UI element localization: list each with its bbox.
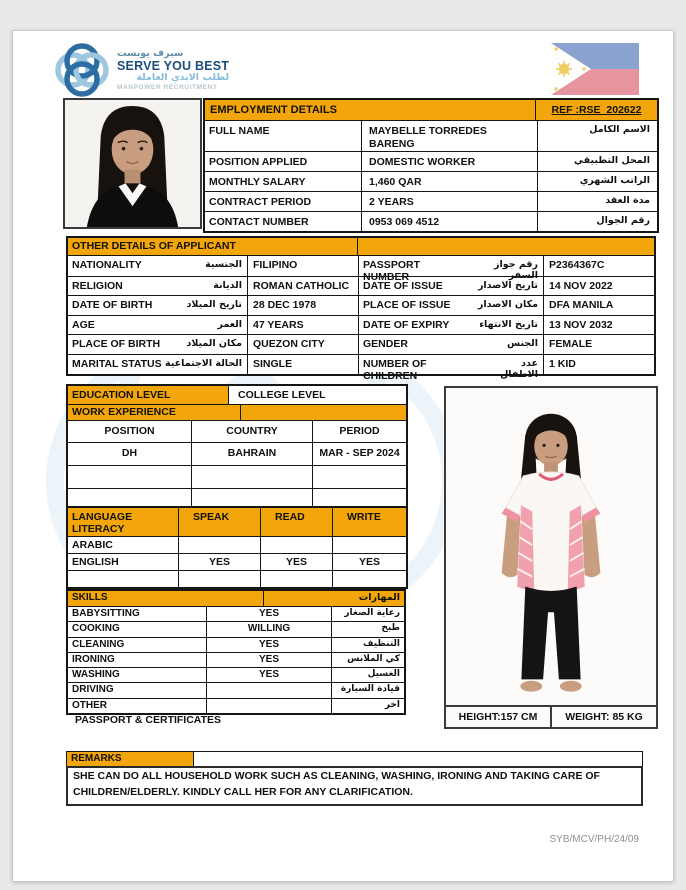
language-literacy-table — [66, 506, 408, 589]
applicant-portrait-photo — [63, 98, 202, 229]
field-label: MARITAL STATUS — [72, 357, 162, 370]
language-header-row — [68, 508, 406, 536]
position-value — [68, 466, 191, 488]
detail-row — [68, 354, 358, 374]
employment-header-row — [205, 100, 657, 120]
skills-table — [66, 589, 406, 715]
field-label-arabic: العمر — [217, 318, 242, 330]
field-value: P2364367C — [543, 256, 654, 276]
philippines-flag — [551, 43, 639, 95]
field-label-arabic: رقم الجوال — [537, 212, 657, 231]
field-label-arabic: الجنسية — [205, 259, 242, 270]
field-label-arabic: رقم جواز السفر — [494, 259, 538, 281]
detail-row — [68, 276, 358, 296]
field-label-cell — [68, 256, 247, 276]
field-label-arabic: عدد الاطفال — [500, 357, 538, 380]
skill-value: YES — [206, 638, 331, 652]
period-value: MAR - SEP 2024 — [312, 443, 406, 465]
skill-row — [68, 667, 404, 682]
portrait-illustration — [65, 100, 200, 227]
employment-row — [205, 191, 657, 211]
skill-row — [68, 698, 404, 713]
write-value: YES — [332, 554, 406, 570]
skill-row — [68, 606, 404, 621]
field-value: FILIPINO — [247, 256, 358, 276]
field-label-cell — [68, 355, 247, 374]
field-label-arabic: الحالة الاجتماعية — [165, 357, 242, 369]
skill-label-arabic: اخر — [331, 699, 404, 713]
field-label-arabic: مكان الاصدار — [477, 299, 538, 311]
detail-row — [68, 256, 358, 276]
skill-label: IRONING — [72, 653, 115, 665]
remarks-header-row — [66, 751, 643, 766]
skill-label: BABYSITTING — [72, 608, 140, 619]
skill-value — [206, 683, 331, 697]
skill-label: WASHING — [72, 669, 120, 681]
language-name — [68, 571, 178, 587]
document-reference-code: SYB/MCV/PH/24/09 — [549, 834, 639, 845]
skill-label: COOKING — [72, 623, 120, 635]
column-header-country: COUNTRY — [191, 421, 312, 442]
country-value: BAHRAIN — [191, 443, 312, 465]
skill-value — [206, 699, 331, 713]
skills-header-row — [68, 591, 404, 606]
field-value: DOMESTIC WORKER — [361, 152, 537, 171]
position-value: DH — [121, 447, 138, 459]
field-value: 2 YEARS — [361, 192, 537, 211]
field-value: FEMALE — [543, 335, 654, 354]
skill-value: YES — [206, 668, 331, 682]
remarks-text: SHE CAN DO ALL HOUSEHOLD WORK SUCH AS CLEANING, WASHING, IRONING AND TAKING CARE OF CHILDREN/ELDERLY. KINDLY CALL HER FOR ANY CLARIFICATION. — [66, 766, 643, 806]
logo-text — [117, 49, 229, 92]
weight-value: WEIGHT: 85 KG — [565, 711, 643, 723]
speak-value: YES — [178, 554, 260, 570]
detail-row — [359, 295, 654, 315]
fullbody-photo — [446, 388, 656, 705]
reference-number: REF :RSE_202622 — [535, 100, 657, 120]
skill-label-arabic: طبخ — [331, 622, 404, 636]
column-header-write: WRITE — [332, 508, 406, 536]
field-label: DATE OF BIRTH — [72, 299, 153, 312]
write-value — [332, 537, 406, 553]
speak-value — [178, 537, 260, 553]
skill-label-arabic: قيادة السيارة — [331, 683, 404, 697]
other-details-table — [66, 236, 656, 382]
field-value: DFA MANILA — [543, 296, 654, 315]
field-value: 14 NOV 2022 — [543, 277, 654, 296]
language-row — [68, 536, 406, 553]
field-label-cell — [359, 335, 543, 354]
skill-label-arabic: كي الملابس — [331, 653, 404, 667]
period-value — [312, 466, 406, 488]
field-label: DATE OF EXPIRY — [363, 318, 450, 331]
field-label: CONTACT NUMBER — [209, 216, 309, 229]
field-value: QUEZON CITY — [247, 335, 358, 354]
skill-label: OTHER — [72, 699, 107, 711]
work-experience-row — [68, 442, 406, 465]
detail-row — [359, 256, 654, 283]
skill-row — [68, 621, 404, 636]
work-experience-row — [68, 465, 406, 488]
field-label-cell — [68, 316, 247, 335]
skill-row — [68, 637, 404, 652]
height-value: HEIGHT:157 CM — [446, 707, 552, 727]
skill-value: YES — [206, 607, 331, 621]
field-label-cell — [68, 335, 247, 354]
education-level-value: COLLEGE LEVEL — [228, 386, 406, 404]
other-details-header-spacer — [357, 238, 654, 255]
employment-row — [205, 171, 657, 191]
field-label: FULL NAME — [209, 125, 270, 137]
field-value: 0953 069 4512 — [361, 212, 537, 231]
detail-row — [68, 315, 358, 335]
field-label-cell — [359, 256, 543, 283]
field-label-arabic: تاريخ الانتهاء — [479, 318, 538, 330]
field-label-arabic: مكان الميلاد — [186, 338, 242, 350]
education-table — [66, 384, 408, 513]
column-header-period: PERIOD — [312, 421, 406, 442]
field-label-arabic: الاسم الكامل — [537, 121, 657, 151]
skill-value: WILLING — [206, 622, 331, 636]
column-header-speak: SPEAK — [178, 508, 260, 536]
field-value: ROMAN CATHOLIC — [247, 277, 358, 296]
skill-label: CLEANING — [72, 638, 125, 650]
skills-title: SKILLS — [68, 591, 263, 606]
other-details-right-column — [358, 256, 654, 382]
field-label-cell — [68, 296, 247, 315]
remarks-header-spacer — [194, 751, 643, 766]
read-value — [260, 537, 332, 553]
employment-details-table — [203, 98, 659, 233]
height-weight-row — [446, 705, 656, 727]
field-value: SINGLE — [247, 355, 358, 374]
language-name: ARABIC — [72, 539, 113, 551]
field-label: MONTHLY SALARY — [209, 176, 306, 189]
field-label-arabic: تاريخ الاصدار — [477, 279, 538, 291]
field-value: 13 NOV 2032 — [543, 316, 654, 335]
detail-row — [359, 315, 654, 335]
language-literacy-title: LANGUAGE LITERACY — [68, 508, 178, 536]
read-value — [260, 571, 332, 587]
education-level-label: EDUCATION LEVEL — [68, 386, 228, 404]
field-label: RELIGION — [72, 279, 123, 292]
other-details-header-row — [68, 238, 654, 255]
detail-row — [68, 334, 358, 354]
applicant-fullbody-photo-panel — [444, 386, 658, 729]
field-label-cell — [359, 316, 543, 335]
field-label: POSITION APPLIED — [209, 156, 308, 169]
field-label: GENDER — [363, 338, 408, 351]
agency-logo — [53, 41, 229, 99]
column-header-position: POSITION — [104, 425, 155, 437]
speak-value — [178, 571, 260, 587]
skills-title-arabic: المهارات — [263, 591, 404, 606]
passport-certificates-note: PASSPORT & CERTIFICATES — [75, 714, 222, 726]
employment-row — [205, 120, 657, 151]
skill-row — [68, 652, 404, 667]
field-value: 47 YEARS — [247, 316, 358, 335]
field-label-cell — [359, 296, 543, 315]
field-label-arabic: المحل التطبيقي — [537, 152, 657, 171]
other-details-left-column — [68, 256, 358, 374]
education-level-row — [68, 386, 406, 404]
field-label: CONTRACT PERIOD — [209, 196, 312, 209]
field-label: PLACE OF BIRTH — [72, 338, 161, 351]
write-value — [332, 571, 406, 587]
detail-row — [359, 354, 654, 382]
logo-arabic-subtitle: لطلب الايدي العاملة — [136, 72, 230, 84]
skill-row — [68, 682, 404, 697]
field-label-cell — [68, 277, 247, 296]
language-row — [68, 570, 406, 587]
logo-knot-icon — [53, 41, 111, 99]
skill-label: DRIVING — [72, 684, 114, 696]
field-label-arabic: تاريخ الميلاد — [186, 299, 242, 311]
other-details-title: OTHER DETAILS OF APPLICANT — [68, 238, 357, 255]
field-label: DATE OF ISSUE — [363, 279, 443, 292]
employment-row — [205, 211, 657, 231]
logo-name: SERVE YOU BEST — [117, 59, 230, 74]
field-value: 28 DEC 1978 — [247, 296, 358, 315]
work-experience-header-row — [68, 404, 406, 420]
language-row — [68, 553, 406, 570]
country-value — [191, 466, 312, 488]
field-label-cell — [359, 277, 543, 296]
column-header-read: READ — [260, 508, 332, 536]
employment-row — [205, 151, 657, 171]
logo-arabic-name: سيرف يوبست — [117, 47, 184, 59]
field-value: 1 KID — [543, 355, 654, 374]
detail-row — [359, 276, 654, 296]
field-label-arabic: الديانة — [213, 279, 242, 291]
remarks-section — [66, 751, 643, 806]
detail-row — [359, 334, 654, 354]
field-label-arabic: الراتب الشهري — [537, 172, 657, 191]
field-value: 1,460 QAR — [361, 172, 537, 191]
field-label-cell — [359, 355, 543, 382]
field-label: PASSPORT NUMBER — [363, 259, 420, 283]
skill-value: YES — [206, 653, 331, 667]
skill-label-arabic: رعاية الصغار — [331, 607, 404, 621]
field-label: NUMBER OF CHILDREN — [363, 357, 427, 382]
field-label: AGE — [72, 318, 95, 331]
work-experience-columns-row — [68, 420, 406, 442]
remarks-title: REMARKS — [66, 751, 194, 766]
work-experience-header-spacer — [240, 405, 406, 420]
logo-tagline: MANPOWER RECRUITMENT — [117, 83, 218, 91]
field-label: NATIONALITY — [72, 259, 142, 271]
fullbody-illustration — [451, 393, 651, 705]
detail-row — [68, 295, 358, 315]
read-value: YES — [260, 554, 332, 570]
field-value: MAYBELLE TORREDES BARENG — [361, 121, 537, 151]
work-experience-title: WORK EXPERIENCE — [68, 405, 240, 420]
skill-label-arabic: الغسيل — [331, 668, 404, 682]
field-label: PLACE OF ISSUE — [363, 299, 451, 312]
skill-label-arabic: التنظيف — [331, 638, 404, 652]
employment-title: EMPLOYMENT DETAILS — [210, 104, 337, 116]
field-label-arabic: مدة العقد — [537, 192, 657, 211]
field-label-arabic: الجنس — [507, 338, 538, 350]
language-name: ENGLISH — [72, 556, 119, 568]
cv-page — [12, 30, 674, 882]
